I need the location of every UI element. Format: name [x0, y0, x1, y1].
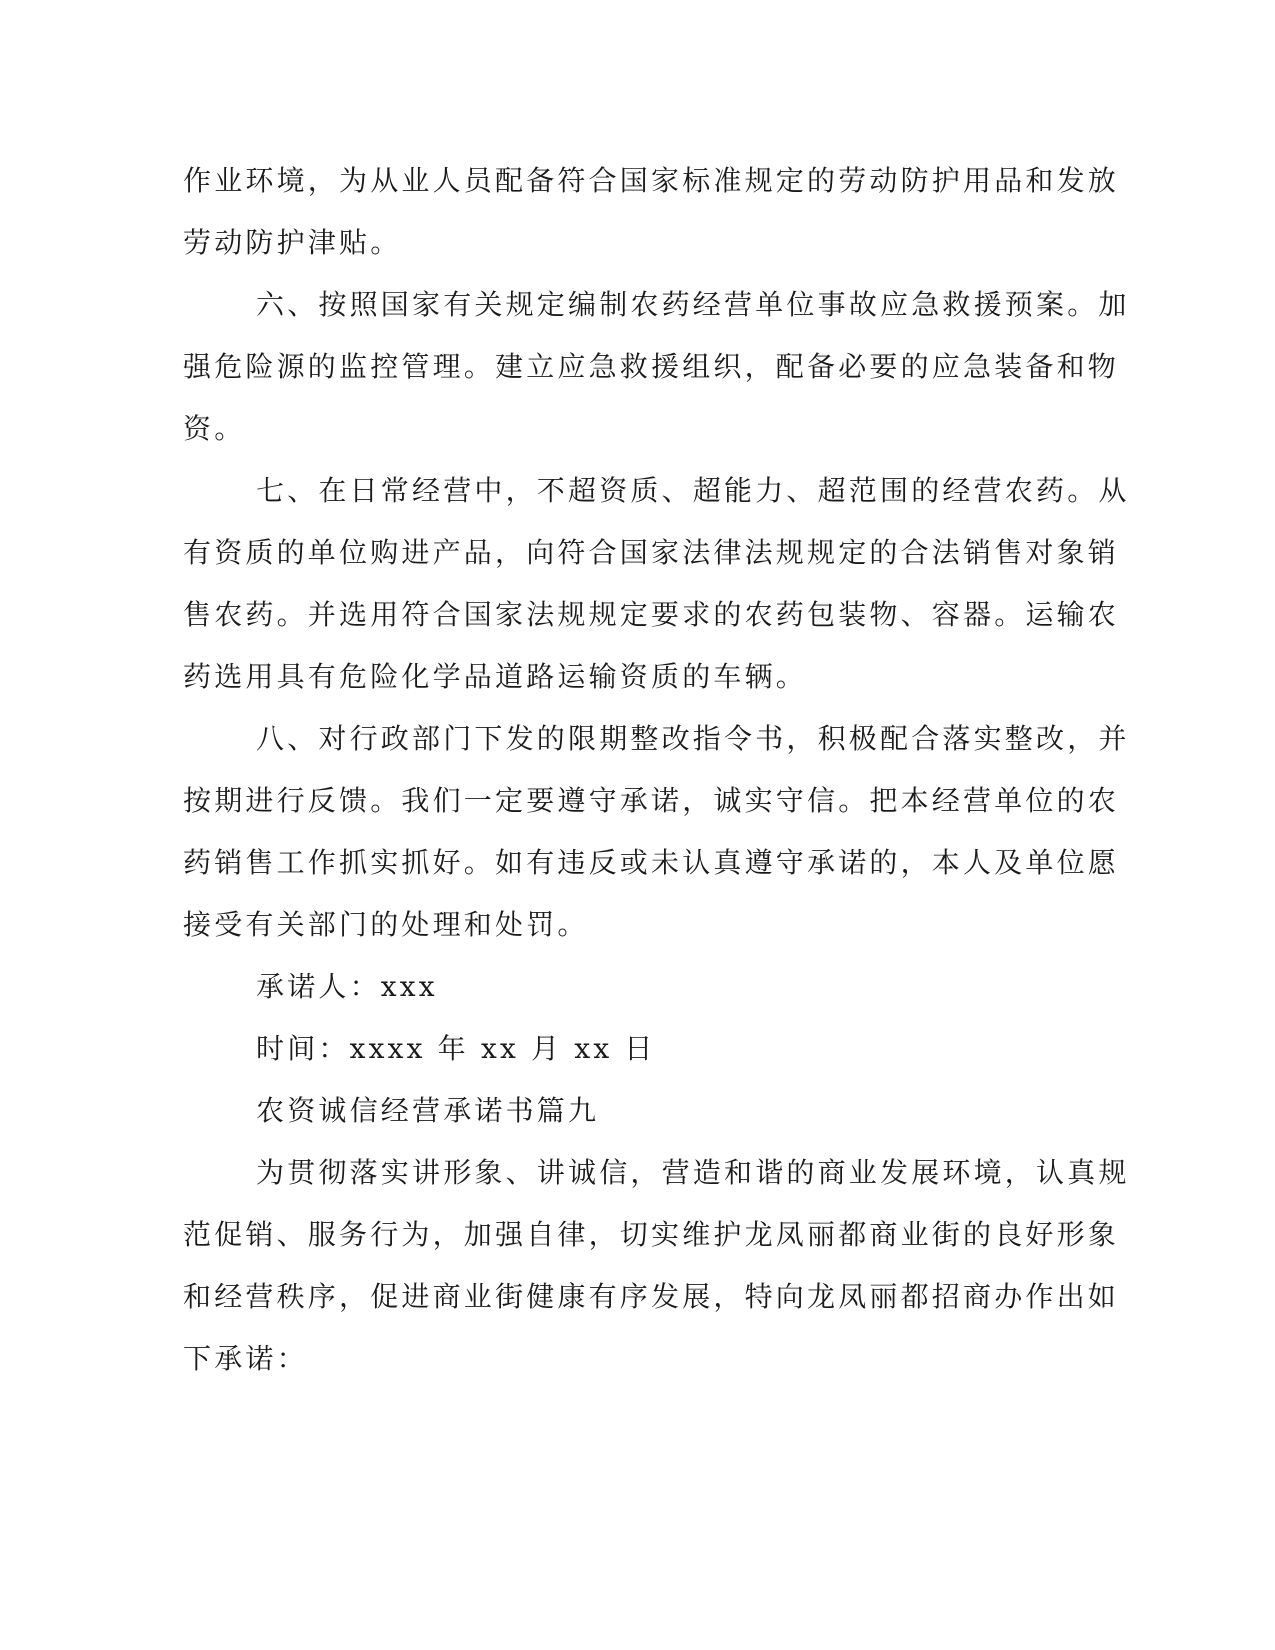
text-line: 有资质的单位购进产品，向符合国家法律法规规定的合法销售对象销 — [183, 536, 1120, 569]
text-line: 资。 — [183, 412, 246, 445]
text-line: 和经营秩序，促进商业街健康有序发展，特向龙凤丽都招商办作出如 — [183, 1280, 1120, 1313]
paragraph-continued — [183, 150, 1120, 274]
text-line: 八、对行政部门下发的限期整改指令书，积极配合落实整改，并 — [256, 722, 1130, 755]
text-line: 范促销、服务行为，加强自律，切实维护龙凤丽都商业街的良好形象 — [183, 1218, 1120, 1251]
text-line: 药选用具有危险化学品道路运输资质的车辆。 — [183, 660, 808, 693]
text-line: 劳动防护津贴。 — [183, 226, 402, 259]
document-body — [183, 150, 1130, 1390]
section-heading-text: 农资诚信经营承诺书篇九 — [256, 1094, 600, 1127]
text-line: 下承诺： — [183, 1342, 308, 1375]
text-line: 七、在日常经营中，不超资质、超能力、超范围的经营农药。从 — [256, 474, 1130, 507]
paragraph-item-eight — [183, 708, 1130, 956]
section-heading — [183, 1080, 1063, 1142]
text-line: 为贯彻落实讲形象、讲诚信，营造和谐的商业发展环境，认真规 — [256, 1156, 1130, 1189]
text-line: 按期进行反馈。我们一定要遵守承诺，诚实守信。把本经营单位的农 — [183, 784, 1120, 817]
date-text: 时间：xxxx 年 xx 月 xx 日 — [256, 1032, 656, 1065]
paragraph-item-six — [183, 274, 1130, 460]
text-line: 药销售工作抓实抓好。如有违反或未认真遵守承诺的，本人及单位愿 — [183, 846, 1120, 879]
signer-text: 承诺人：xxx — [256, 970, 438, 1003]
text-line: 售农药。并选用符合国家法规规定要求的农药包装物、容器。运输农 — [183, 598, 1120, 631]
text-line: 作业环境，为从业人员配备符合国家标准规定的劳动防护用品和发放 — [183, 164, 1120, 197]
text-line: 强危险源的监控管理。建立应急救援组织，配备必要的应急装备和物 — [183, 350, 1120, 383]
paragraph-item-seven — [183, 460, 1130, 708]
paragraph-intro — [183, 1142, 1130, 1390]
text-line: 六、按照国家有关规定编制农药经营单位事故应急救援预案。加 — [256, 288, 1130, 321]
signer-line — [183, 956, 1063, 1018]
date-line — [183, 1018, 1063, 1080]
text-line: 接受有关部门的处理和处罚。 — [183, 908, 589, 941]
